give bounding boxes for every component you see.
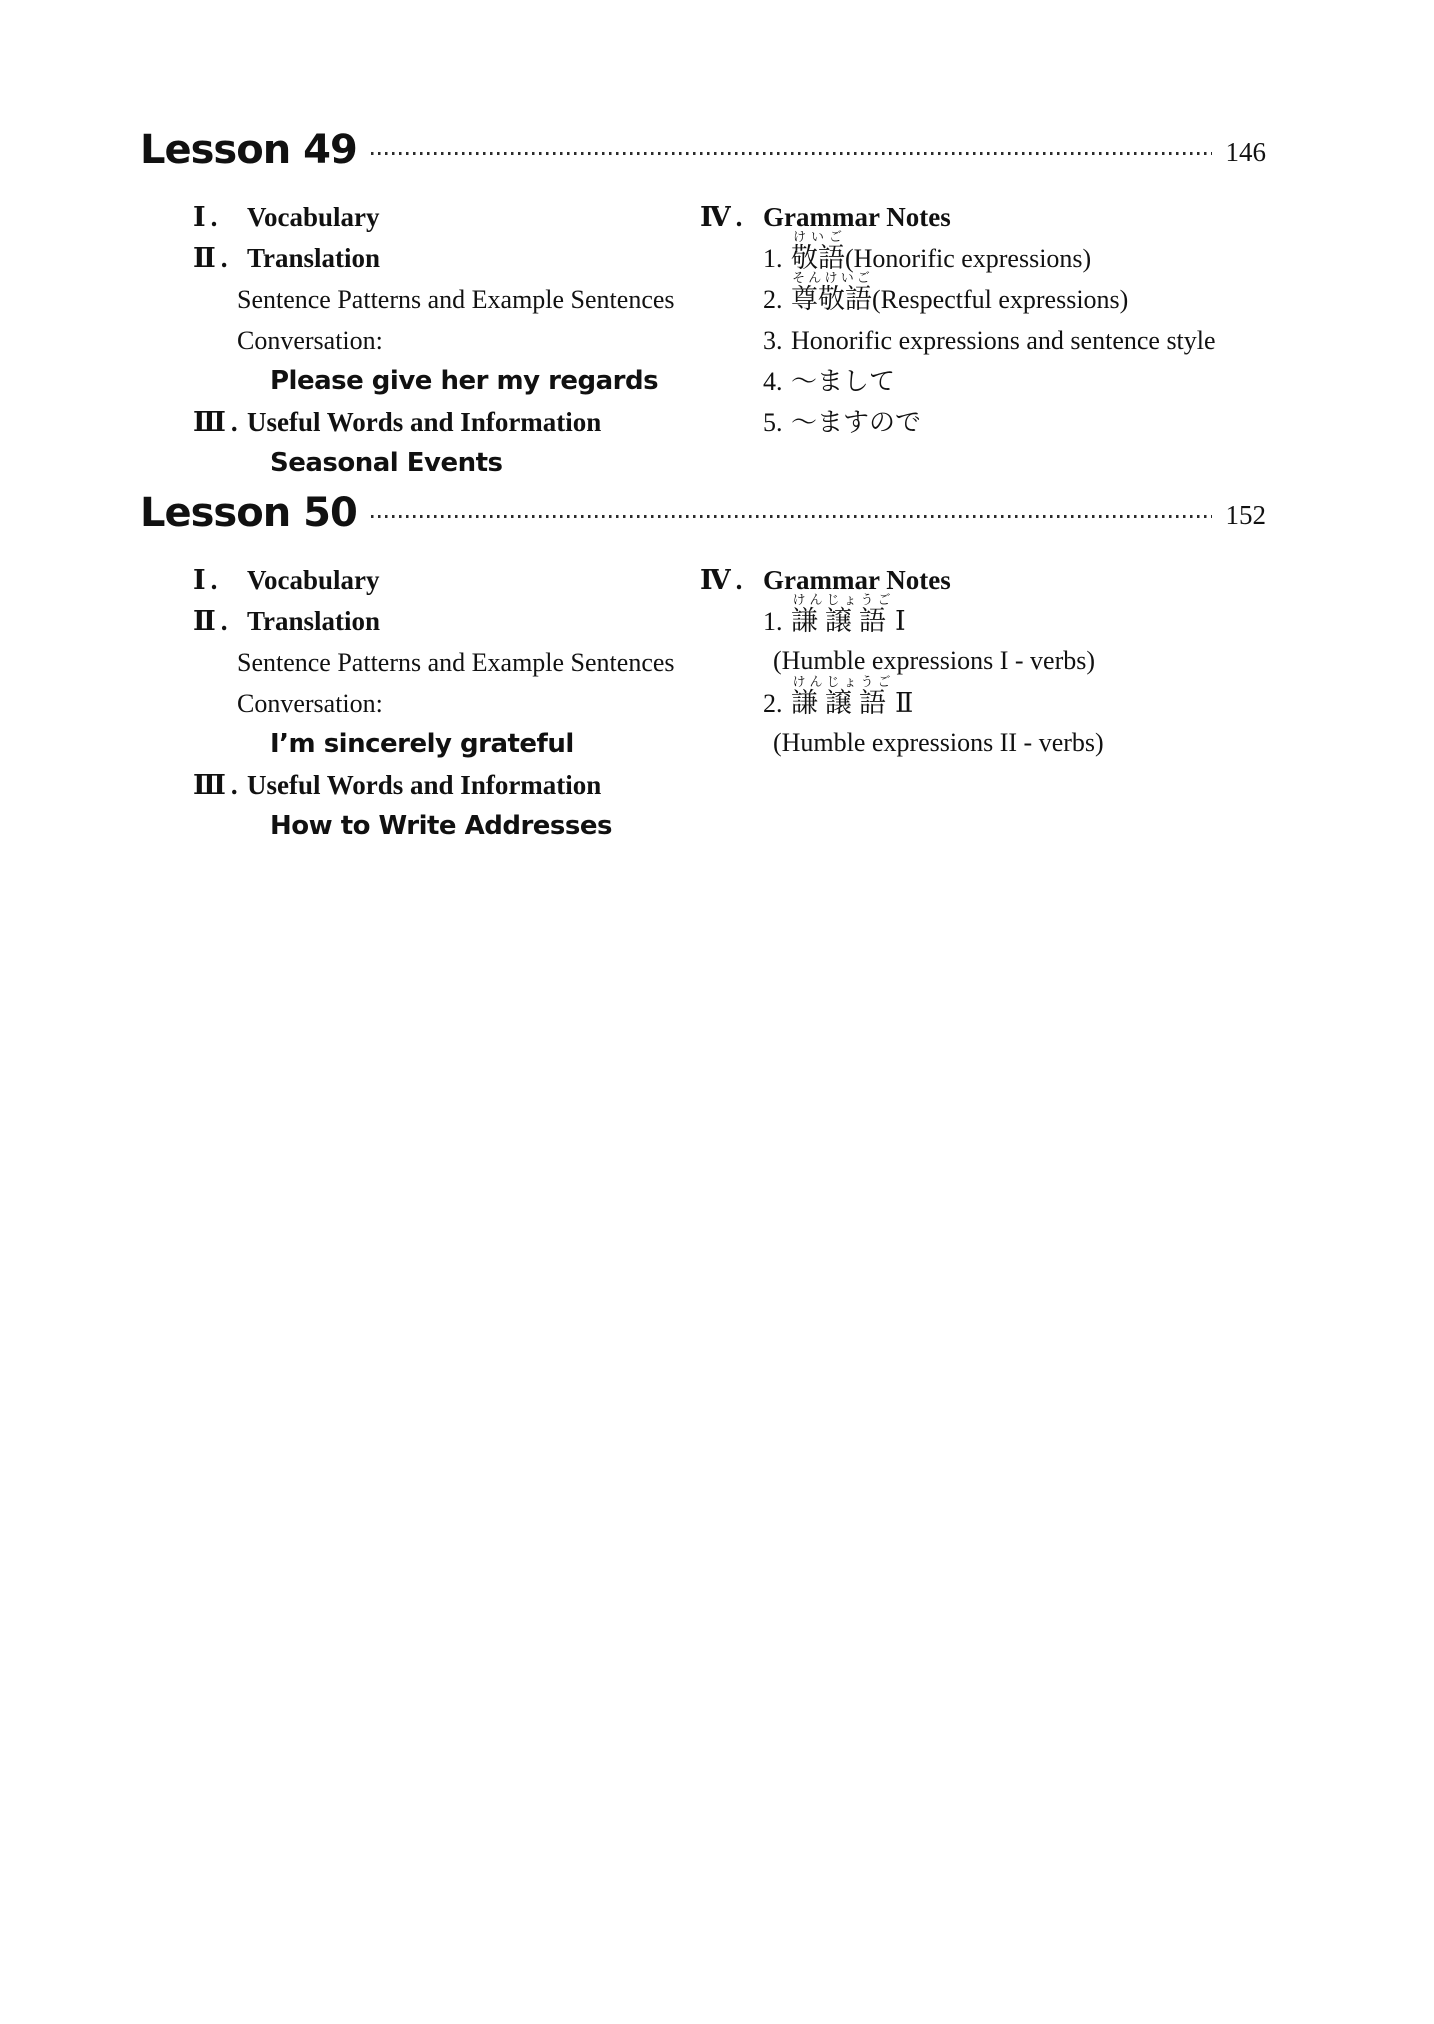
- toc-right-column: [700, 190, 1266, 477]
- lesson-title: Lesson 49: [140, 127, 357, 173]
- toc-right-column: [700, 553, 1266, 840]
- entry-label: Grammar Notes: [763, 564, 951, 595]
- grammar-item-number: 4.: [763, 366, 783, 396]
- toc-subentry: [193, 635, 700, 676]
- lesson-body: [140, 553, 1266, 840]
- toc-entry-grammar-notes: [700, 190, 1266, 231]
- lesson-49-section: [140, 126, 1266, 477]
- dotted-leader: [371, 152, 1212, 155]
- lesson-title: Lesson 50: [140, 490, 357, 536]
- grammar-item: [763, 228, 1266, 273]
- grammar-item-number: 1.: [763, 606, 783, 636]
- lesson-heading: [140, 489, 1266, 537]
- toc-entry-translation: [193, 594, 700, 635]
- page-number: 146: [1225, 136, 1266, 167]
- entry-label: Grammar Notes: [763, 201, 951, 232]
- toc-entry-translation: [193, 231, 700, 272]
- grammar-item-japanese-ruby: 敬語けいご: [791, 228, 845, 273]
- toc-entry-useful-words: [193, 758, 700, 799]
- grammar-item: [763, 591, 1266, 636]
- toc-entry-useful-words: [193, 395, 700, 436]
- subentry-text: Conversation:: [237, 325, 383, 355]
- entry-label: Translation: [247, 242, 381, 273]
- grammar-item-suffix-numeral: Ⅱ: [895, 687, 914, 718]
- entry-label: Translation: [247, 605, 381, 636]
- dotted-leader: [371, 515, 1212, 518]
- entry-numeral: Ⅳ.: [700, 564, 748, 595]
- toc-entry-vocabulary: [193, 190, 700, 231]
- toc-subentry: [193, 313, 700, 354]
- subentry-text: Sentence Patterns and Example Sentences: [237, 284, 675, 314]
- grammar-item-text: (Honorific expressions): [845, 243, 1092, 273]
- conversation-title: I’m sincerely grateful: [270, 728, 574, 759]
- grammar-item-translation: [773, 635, 1266, 676]
- subentry-text: Conversation:: [237, 688, 383, 718]
- grammar-item-japanese-ruby: 尊敬語そんけいご: [791, 269, 872, 314]
- grammar-item-number: 2.: [763, 284, 783, 314]
- conversation-title-row: [193, 354, 700, 395]
- toc-left-column: [193, 553, 700, 840]
- grammar-item-text: ～ますので: [791, 407, 922, 437]
- grammar-item-japanese-ruby: 謙譲語けんじょうご: [791, 591, 893, 636]
- entry-label: Vocabulary: [247, 201, 380, 232]
- grammar-item-text: Honorific expressions and sentence style: [791, 325, 1216, 355]
- entry-label: Vocabulary: [247, 564, 380, 595]
- grammar-item-number: 1.: [763, 243, 783, 273]
- lesson-heading: [140, 126, 1266, 174]
- entry-numeral: Ⅱ.: [193, 242, 233, 273]
- grammar-item-suffix-numeral: Ⅰ: [895, 605, 906, 636]
- useful-words-title: How to Write Addresses: [270, 810, 612, 841]
- grammar-item: [763, 673, 1266, 718]
- grammar-item-translation: [773, 717, 1266, 758]
- lesson-50-section: [140, 489, 1266, 840]
- grammar-item: [763, 269, 1266, 314]
- grammar-item-number: 3.: [763, 325, 783, 355]
- grammar-item: [763, 395, 1266, 436]
- toc-subentry: [193, 676, 700, 717]
- grammar-item-translation-text: (Humble expressions I - verbs): [773, 646, 1096, 675]
- entry-numeral: Ⅲ.: [193, 406, 243, 437]
- grammar-items: [763, 228, 1266, 437]
- grammar-item-text: ～まして: [791, 366, 896, 396]
- conversation-title: Please give her my regards: [270, 365, 659, 396]
- subentry-text: Sentence Patterns and Example Sentences: [237, 647, 675, 677]
- entry-numeral: Ⅳ.: [700, 201, 748, 232]
- grammar-item-text: (Respectful expressions): [872, 284, 1129, 314]
- useful-words-title-row: [193, 436, 700, 477]
- entry-label: Useful Words and Information: [247, 769, 602, 800]
- grammar-item-japanese-ruby: 謙譲語けんじょうご: [791, 673, 893, 718]
- toc-entry-grammar-notes: [700, 553, 1266, 594]
- page-number: 152: [1225, 499, 1266, 530]
- grammar-item-number: 5.: [763, 407, 783, 437]
- grammar-item-translation-text: (Humble expressions II - verbs): [773, 728, 1104, 757]
- useful-words-title: Seasonal Events: [270, 447, 503, 478]
- grammar-item-number: 2.: [763, 688, 783, 718]
- useful-words-title-row: [193, 799, 700, 840]
- entry-numeral: Ⅲ.: [193, 769, 243, 800]
- entry-label: Useful Words and Information: [247, 406, 602, 437]
- grammar-item: [763, 354, 1266, 395]
- entry-numeral: Ⅰ.: [193, 564, 223, 595]
- lesson-body: [140, 190, 1266, 477]
- toc-subentry: [193, 272, 700, 313]
- grammar-item: [763, 313, 1266, 354]
- entry-numeral: Ⅱ.: [193, 605, 233, 636]
- toc-left-column: [193, 190, 700, 477]
- toc-entry-vocabulary: [193, 553, 700, 594]
- conversation-title-row: [193, 717, 700, 758]
- grammar-items: [763, 591, 1266, 758]
- entry-numeral: Ⅰ.: [193, 201, 223, 232]
